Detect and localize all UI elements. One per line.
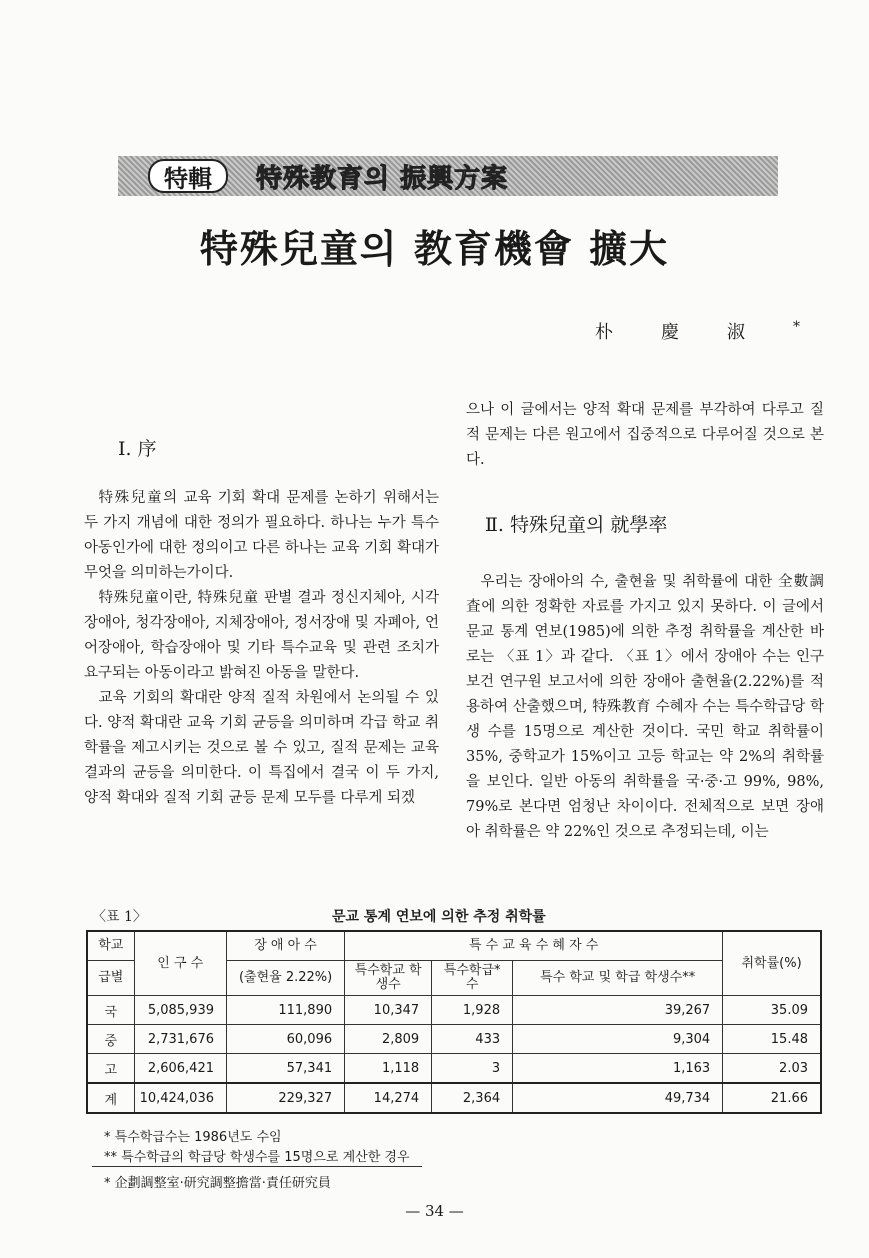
- right-column-body: [466, 570, 824, 845]
- paragraph-continued: 으나 이 글에서는 양적 확대 문제를 부각하여 다루고 질적 문제는 다른 원고에서 집중적으로 다루어질 것으로 본다.: [466, 402, 824, 468]
- cell-level: 고: [87, 1054, 134, 1084]
- cell-rate: 15.48: [723, 1025, 821, 1054]
- footnote-divider: [92, 1166, 422, 1167]
- right-column-intro: [466, 398, 824, 473]
- cell-rate: 21.66: [723, 1083, 821, 1113]
- cell-rate: 35.09: [723, 996, 821, 1025]
- cell-level: 국: [87, 996, 134, 1025]
- header-total-students: 특수 학교 및 학급 학생수**: [513, 961, 723, 996]
- cell-level: 중: [87, 1025, 134, 1054]
- cell-class-count: 3: [432, 1054, 513, 1084]
- paragraph: 特殊兒童이란, 特殊兒童 판별 결과 정신지체아, 시각장애아, 청각장애아, 지체장애아, 정서장애 및 자폐아, 언어장애아, 학습장애아 및 기타 특수교육 및 관련 조치가 요구되는 아동이라고 밝혀진 아동을 말한다.: [84, 590, 439, 681]
- cell-population: 2,731,676: [134, 1025, 226, 1054]
- cell-class-count: 1,928: [432, 996, 513, 1025]
- cell-disabled: 111,890: [227, 996, 345, 1025]
- paragraph: 特殊兒童의 교육 기회 확대 문제를 논하기 위해서는 두 가지 개념에 대한 정의가 필요하다. 하나는 누가 특수 아동인가에 대한 정의이고 다른 하나는 교육 기회 확대가 무엇을 의미하는가이다.: [84, 490, 439, 581]
- cell-level: 계: [87, 1083, 134, 1113]
- cell-total-students: 9,304: [513, 1025, 723, 1054]
- article-title: 特殊兒童의 教育機會 擴大: [199, 226, 670, 271]
- cell-population: 5,085,939: [134, 996, 226, 1025]
- cell-rate: 2.03: [723, 1054, 821, 1084]
- cell-school-students: 14,274: [345, 1083, 432, 1113]
- table-label: 〈표 1〉: [92, 909, 147, 925]
- table-row: [87, 1025, 821, 1054]
- cell-class-count: 2,364: [432, 1083, 513, 1113]
- header-level-bottom: 급별: [87, 961, 134, 996]
- paragraph: 우리는 장애아의 수, 출현율 및 취학률에 대한 全數調査에 의한 정확한 자료를 가지고 있지 못하다. 이 글에서 문교 통계 연보(1985)에 의한 추정 취학률을 계산한 바로는 〈표 1〉과 같다. 〈표 1〉에서 장애아 수는 인구 보건 연구원 보고서에 의한 장애아 출현율(2.22%)를 적용하여 산출했으며, 特殊教育 수혜자 수는 특수학급당 학생 수를 15명으로 계산한 것이다. 국민 학교 취학률이 35%, 중학교가 15%이고 고등 학교는 약 2%의 취학률을 보인다. 일반 아동의 취학률을 국·중·고 99%, 98%, 79%로 본다면 엄청난 차이이다. 전체적으로 보면 장애아 취학률은 약 22%인 것으로 추정되는데, 이는: [466, 574, 824, 840]
- cell-population: 10,424,036: [134, 1083, 226, 1113]
- header-population: 인 구 수: [134, 931, 226, 996]
- cell-school-students: 1,118: [345, 1054, 432, 1084]
- feature-banner: [118, 156, 778, 196]
- banner-title: 特殊教育의 振興方案: [256, 163, 509, 194]
- enrollment-table: [86, 930, 822, 1114]
- page-number: — 34 —: [405, 1202, 464, 1220]
- table-note: ** 특수학급의 학급당 학생수를 15명으로 계산한 경우: [104, 1150, 410, 1165]
- author-mark: *: [793, 319, 800, 335]
- table-total-row: [87, 1083, 821, 1113]
- header-class-count: 특수학급* 수: [432, 961, 513, 996]
- banner-tag: 特輯: [148, 159, 228, 193]
- cell-total-students: 39,267: [513, 996, 723, 1025]
- header-school-students: 특수학교 학생수: [345, 961, 432, 996]
- cell-school-students: 2,809: [345, 1025, 432, 1054]
- table-row: [87, 1054, 821, 1084]
- cell-total-students: 49,734: [513, 1083, 723, 1113]
- cell-total-students: 1,163: [513, 1054, 723, 1084]
- header-disabled-sub: (출현율 2.22%): [227, 961, 345, 996]
- header-level-top: 학교: [87, 931, 134, 961]
- paragraph: 교육 기회의 확대란 양적 질적 차원에서 논의될 수 있다. 양적 확대란 교육 기회 균등을 의미하며 각급 학교 취학률을 제고시키는 것으로 볼 수 있고, 질적 문제는 교육 결과의 균등을 의미한다. 이 특집에서 결국 이 두 가지, 양적 확대와 질적 기회 균등 문제 모두를 다루게 되겠: [84, 690, 439, 806]
- cell-disabled: 229,327: [227, 1083, 345, 1113]
- section-1-heading: Ⅰ. 序: [118, 438, 157, 460]
- table-caption: 문교 통계 연보에 의한 추정 취학률: [332, 909, 546, 925]
- header-beneficiaries: 특 수 교 육 수 혜 자 수: [345, 931, 723, 961]
- author-footnote: * 企劃調整室·研究調整擔當·責任研究員: [104, 1176, 331, 1191]
- table-note: * 특수학급수는 1986년도 수임: [104, 1130, 282, 1145]
- header-rate: 취학률(%): [723, 931, 821, 996]
- header-disabled: 장 애 아 수: [227, 931, 345, 961]
- cell-school-students: 10,347: [345, 996, 432, 1025]
- cell-disabled: 57,341: [227, 1054, 345, 1084]
- cell-disabled: 60,096: [227, 1025, 345, 1054]
- section-2-heading: Ⅱ. 特殊兒童의 就學率: [485, 514, 668, 536]
- cell-class-count: 433: [432, 1025, 513, 1054]
- table-row: [87, 996, 821, 1025]
- cell-population: 2,606,421: [134, 1054, 226, 1084]
- left-column: [84, 486, 439, 811]
- author-name: 朴慶淑: [595, 322, 793, 343]
- table-header-row: [87, 931, 821, 961]
- author: [595, 318, 800, 344]
